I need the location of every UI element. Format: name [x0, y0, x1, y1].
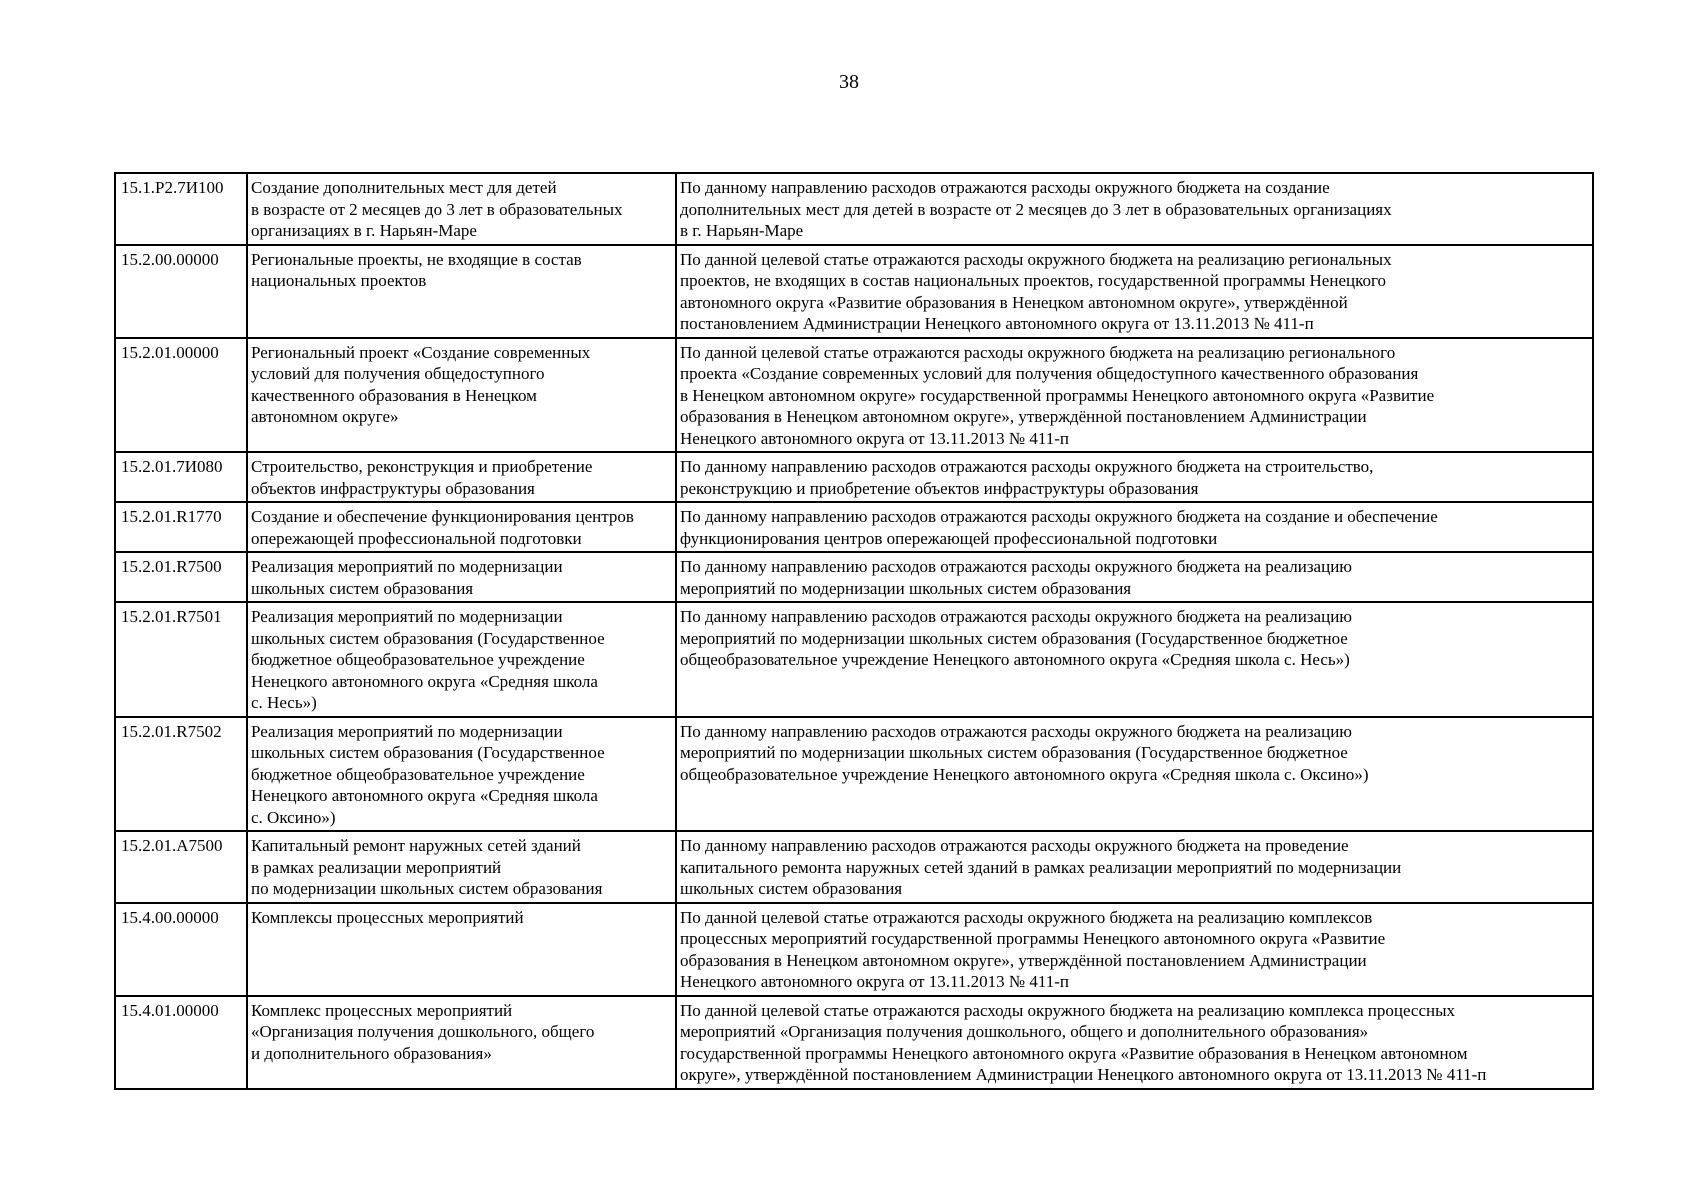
target-article-description: По данному направлению расходов отражаются расходы окружного бюджета на реализацию мероприятий по модернизации школьных систем образования (Государственное бюджетное общеобразовательное учреждение Ненецкого автономного округа «Средняя школа с. Оксино») [676, 717, 1593, 832]
table-row [115, 245, 1593, 338]
target-article-name: Региональные проекты, не входящие в состав национальных проектов [247, 245, 676, 338]
table-row [115, 552, 1593, 602]
target-article-name: Региональный проект «Создание современных условий для получения общедоступного качественного образования в Ненецком автономном округе» [247, 338, 676, 453]
target-article-name: Капитальный ремонт наружных сетей зданий в рамках реализации мероприятий по модернизации школьных систем образования [247, 831, 676, 903]
target-article-description: По данному направлению расходов отражаются расходы окружного бюджета на создание дополнительных мест для детей в возрасте от 2 месяцев до 3 лет в образовательных организациях в г. Нарьян-Маре [676, 173, 1593, 245]
target-article-code: 15.4.00.00000 [115, 903, 247, 996]
target-article-code: 15.2.01.R1770 [115, 502, 247, 552]
target-article-description: По данному направлению расходов отражаются расходы окружного бюджета на проведение капитального ремонта наружных сетей зданий в рамках реализации мероприятий по модернизации школьных систем образования [676, 831, 1593, 903]
target-article-name: Реализация мероприятий по модернизации школьных систем образования (Государственное бюджетное общеобразовательное учреждение Ненецкого автономного округа «Средняя школа с. Несь») [247, 602, 676, 717]
target-article-name: Строительство, реконструкция и приобретение объектов инфраструктуры образования [247, 452, 676, 502]
target-article-code: 15.2.01.R7502 [115, 717, 247, 832]
target-article-code: 15.1.P2.7И100 [115, 173, 247, 245]
table-row [115, 452, 1593, 502]
target-article-description: По данной целевой статье отражаются расходы окружного бюджета на реализацию комплекса процессных мероприятий «Организация получения дошкольного, общего и дополнительного образования» государственной программы Ненецкого автономного округа «Развитие образования в Ненецком автономном округе», утверждённой постановлением Администрации Ненецкого автономного округа от 13.11.2013 № 411-п [676, 996, 1593, 1089]
target-article-name: Создание и обеспечение функционирования центров опережающей профессиональной подготовки [247, 502, 676, 552]
page-number: 38 [839, 71, 859, 93]
target-article-description: По данной целевой статье отражаются расходы окружного бюджета на реализацию комплексов процессных мероприятий государственной программы Ненецкого автономного округа «Развитие образования в Ненецком автономном округе», утверждённой постановлением Администрации Ненецкого автономного округа от 13.11.2013 № 411-п [676, 903, 1593, 996]
table-row [115, 502, 1593, 552]
target-article-code: 15.2.00.00000 [115, 245, 247, 338]
target-article-code: 15.2.01.A7500 [115, 831, 247, 903]
target-article-code: 15.2.01.R7501 [115, 602, 247, 717]
target-article-description: По данному направлению расходов отражаются расходы окружного бюджета на создание и обеспечение функционирования центров опережающей профессиональной подготовки [676, 502, 1593, 552]
table-row [115, 602, 1593, 717]
target-article-description: По данной целевой статье отражаются расходы окружного бюджета на реализацию региональных проектов, не входящих в состав национальных проектов, государственной программы Ненецкого автономного округа «Развитие образования в Ненецком автономном округе», утверждённой постановлением Администрации Ненецкого автономного округа от 13.11.2013 № 411-п [676, 245, 1593, 338]
table-row [115, 173, 1593, 245]
target-article-description: По данному направлению расходов отражаются расходы окружного бюджета на строительство, реконструкцию и приобретение объектов инфраструктуры образования [676, 452, 1593, 502]
target-article-description: По данному направлению расходов отражаются расходы окружного бюджета на реализацию мероприятий по модернизации школьных систем образования (Государственное бюджетное общеобразовательное учреждение Ненецкого автономного округа «Средняя школа с. Несь») [676, 602, 1593, 717]
table-row [115, 717, 1593, 832]
target-article-name: Создание дополнительных мест для детей в возрасте от 2 месяцев до 3 лет в образовательных организациях в г. Нарьян-Маре [247, 173, 676, 245]
target-article-description: По данной целевой статье отражаются расходы окружного бюджета на реализацию регионального проекта «Создание современных условий для получения общедоступного качественного образования в Ненецком автономном округе» государственной программы Ненецкого автономного округа «Развитие образования в Ненецком автономном округе», утверждённой постановлением Администрации Ненецкого автономного округа от 13.11.2013 № 411-п [676, 338, 1593, 453]
target-article-code: 15.2.01.00000 [115, 338, 247, 453]
target-article-code: 15.2.01.R7500 [115, 552, 247, 602]
table-row [115, 338, 1593, 453]
table-row [115, 831, 1593, 903]
target-article-name: Комплексы процессных мероприятий [247, 903, 676, 996]
target-article-code: 15.2.01.7И080 [115, 452, 247, 502]
target-article-code: 15.4.01.00000 [115, 996, 247, 1089]
budget-classification-table [114, 172, 1594, 1090]
target-article-name: Реализация мероприятий по модернизации школьных систем образования [247, 552, 676, 602]
target-article-description: По данному направлению расходов отражаются расходы окружного бюджета на реализацию мероприятий по модернизации школьных систем образования [676, 552, 1593, 602]
table-row [115, 903, 1593, 996]
target-article-name: Комплекс процессных мероприятий «Организация получения дошкольного, общего и дополнительного образования» [247, 996, 676, 1089]
table-row [115, 996, 1593, 1089]
target-article-name: Реализация мероприятий по модернизации школьных систем образования (Государственное бюджетное общеобразовательное учреждение Ненецкого автономного округа «Средняя школа с. Оксино») [247, 717, 676, 832]
